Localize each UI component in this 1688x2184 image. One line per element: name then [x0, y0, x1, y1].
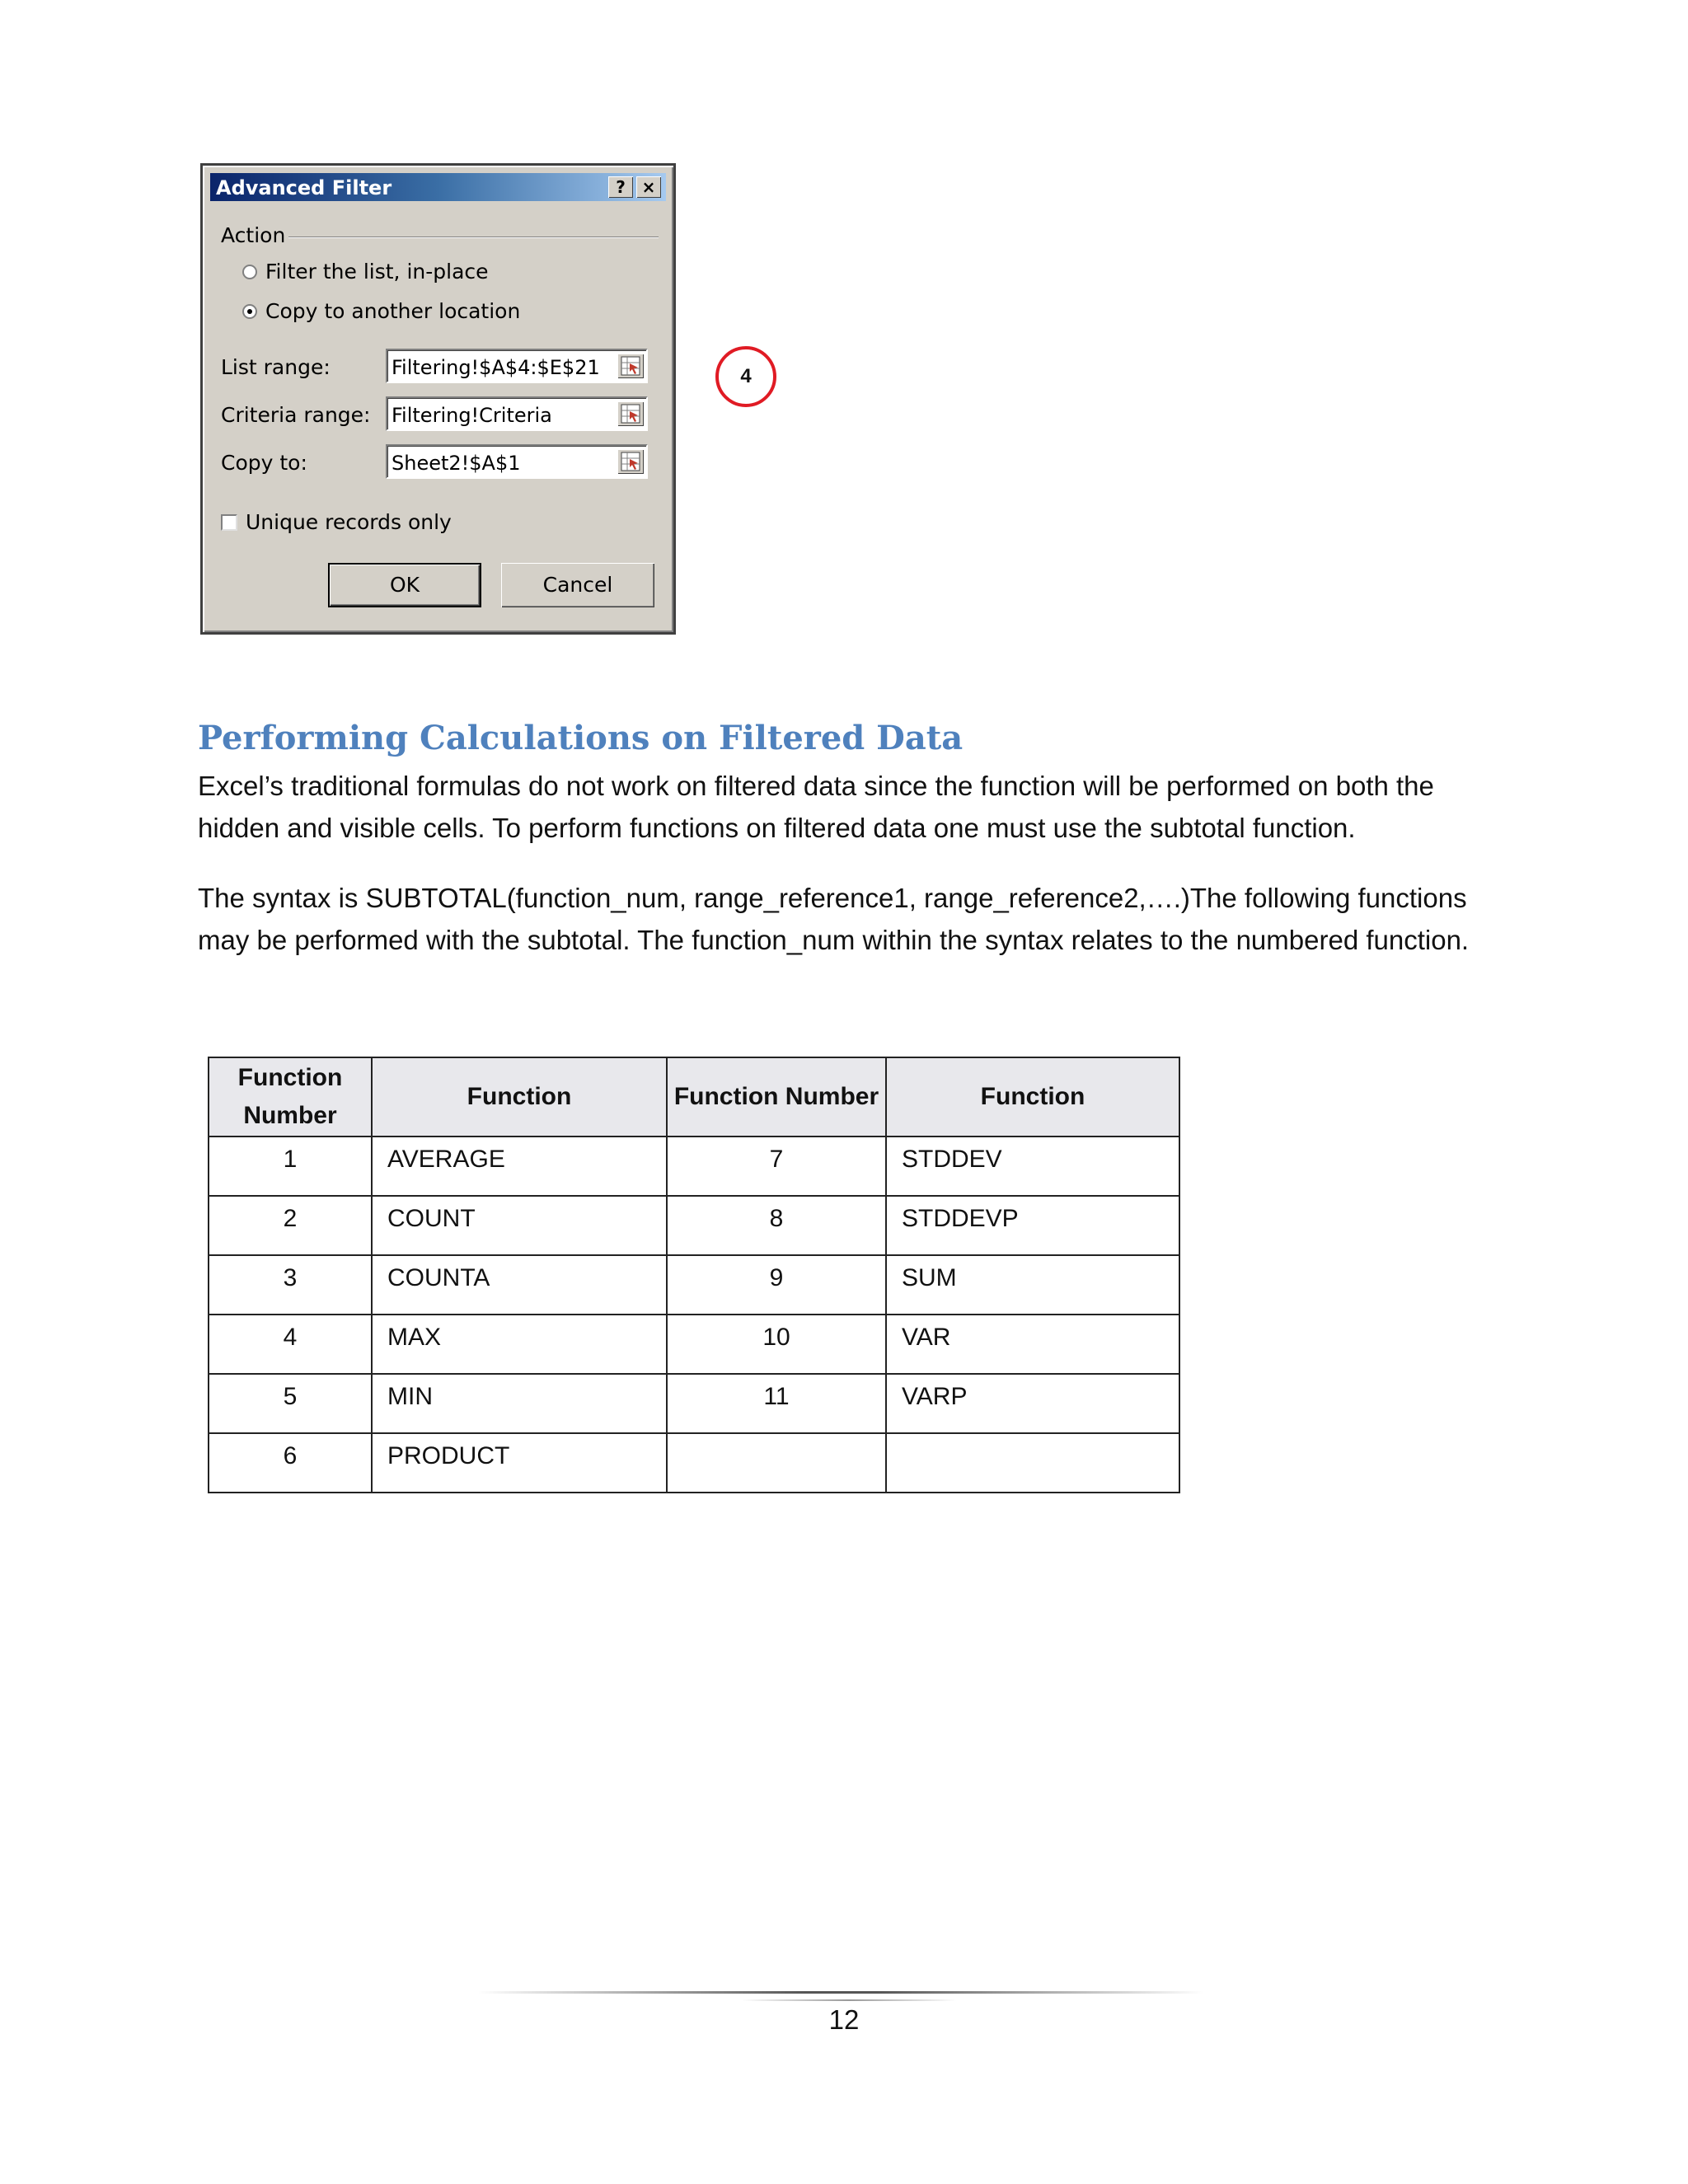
function-name-cell: STDDEVP: [886, 1196, 1179, 1255]
criteria-range-collapse-button[interactable]: [617, 401, 644, 426]
function-name-cell: PRODUCT: [372, 1433, 667, 1493]
header-function-number-1: Function Number: [209, 1057, 372, 1137]
function-name-cell: MAX: [372, 1315, 667, 1374]
function-name-cell: MIN: [372, 1374, 667, 1433]
range-select-icon: [621, 404, 640, 424]
table-row: [209, 1196, 1179, 1255]
radio-copy-to-location-label: Copy to another location: [265, 299, 521, 323]
table-row: [209, 1255, 1179, 1315]
header-function-number-2: Function Number: [667, 1057, 886, 1137]
subtotal-function-table: [208, 1057, 1180, 1493]
list-range-input[interactable]: [386, 349, 648, 383]
table-row: [209, 1374, 1179, 1433]
dialog-titlebar[interactable]: [210, 173, 666, 201]
action-group-divider: [288, 237, 659, 238]
radio-unchecked-icon[interactable]: [242, 265, 257, 279]
function-name-cell: VAR: [886, 1315, 1179, 1374]
function-name-cell: VARP: [886, 1374, 1179, 1433]
function-number-cell: 4: [209, 1315, 372, 1374]
function-number-cell: 11: [667, 1374, 886, 1433]
copy-to-input[interactable]: [386, 444, 648, 479]
header-function-1: Function: [372, 1057, 667, 1137]
function-number-cell: [667, 1433, 886, 1493]
function-number-cell: 10: [667, 1315, 886, 1374]
copy-to-collapse-button[interactable]: [617, 449, 644, 474]
unique-records-label: Unique records only: [246, 510, 452, 534]
table-row: [209, 1137, 1179, 1196]
function-name-cell: COUNTA: [372, 1255, 667, 1315]
function-number-cell: 1: [209, 1137, 372, 1196]
list-range-label: List range:: [221, 355, 331, 379]
function-name-cell: COUNT: [372, 1196, 667, 1255]
ok-button[interactable]: OK: [328, 563, 481, 607]
section-heading: Performing Calculations on Filtered Data: [198, 719, 964, 757]
radio-copy-to-location[interactable]: [242, 299, 520, 323]
footer-divider: [478, 1991, 1203, 1994]
paragraph-intro: Excel’s traditional formulas do not work on filtered data since the function will be performed on both the hidden and visible cells. To perform functions on filtered data one must use the subtotal function.: [198, 771, 1434, 843]
header-function-2: Function: [886, 1057, 1179, 1137]
footer-divider-accent: [742, 1999, 956, 2001]
unique-records-checkbox[interactable]: [221, 514, 237, 531]
list-range-collapse-button[interactable]: [617, 354, 644, 378]
radio-checked-icon[interactable]: [242, 304, 257, 319]
list-range-value: Filtering!$A$4:$E$21: [392, 356, 600, 379]
function-number-cell: 9: [667, 1255, 886, 1315]
table-row: [209, 1433, 1179, 1493]
cancel-button[interactable]: Cancel: [501, 563, 654, 607]
function-name-cell: SUM: [886, 1255, 1179, 1315]
close-button[interactable]: ×: [636, 176, 661, 198]
function-number-cell: 6: [209, 1433, 372, 1493]
function-name-cell: AVERAGE: [372, 1137, 667, 1196]
table-header-row: [209, 1057, 1179, 1137]
function-name-cell: STDDEV: [886, 1137, 1179, 1196]
function-number-cell: 8: [667, 1196, 886, 1255]
help-button[interactable]: ?: [608, 176, 633, 198]
paragraph-syntax: The syntax is SUBTOTAL(function_num, range_reference1, range_reference2,….)The following functions may be performed with the subtotal. The function_num within the syntax relates to the numbered function.: [198, 883, 1470, 955]
table-row: [209, 1315, 1179, 1374]
dialog-title: Advanced Filter: [216, 176, 392, 199]
function-number-cell: 7: [667, 1137, 886, 1196]
function-number-cell: 5: [209, 1374, 372, 1433]
page-number: 12: [828, 2004, 860, 2035]
criteria-range-input[interactable]: [386, 396, 648, 431]
function-number-cell: 3: [209, 1255, 372, 1315]
criteria-range-value: Filtering!Criteria: [392, 404, 552, 427]
copy-to-label: Copy to:: [221, 451, 307, 475]
action-group-label: Action: [221, 223, 286, 247]
range-select-icon: [621, 356, 640, 376]
radio-filter-in-place-label: Filter the list, in-place: [265, 260, 489, 284]
radio-filter-in-place[interactable]: [242, 260, 489, 284]
step-callout-badge: 4: [715, 346, 776, 407]
unique-records-checkbox-row[interactable]: [221, 510, 452, 534]
function-name-cell: [886, 1433, 1179, 1493]
range-select-icon: [621, 452, 640, 471]
copy-to-value: Sheet2!$A$1: [392, 452, 521, 475]
function-number-cell: 2: [209, 1196, 372, 1255]
advanced-filter-dialog: [200, 163, 676, 635]
criteria-range-label: Criteria range:: [221, 403, 371, 427]
